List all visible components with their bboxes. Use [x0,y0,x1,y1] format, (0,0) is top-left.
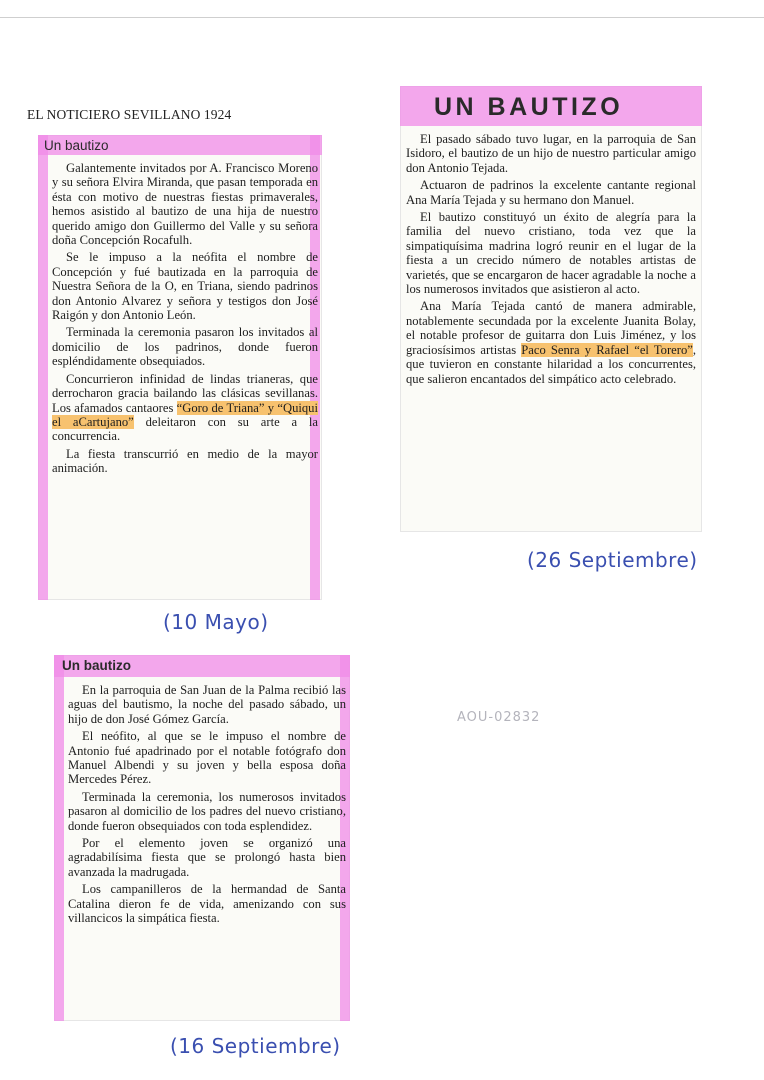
highlight-bar-left [38,135,48,600]
clipping-1 [38,135,322,600]
archive-stamp: AOU-02832 [457,710,541,725]
clipping-2 [400,86,702,532]
paragraph: Los campanilleros de la hermandad de Santa Catalina dieron fe de vida, amenizando con sus villancicos la simpática fiesta. [68,882,346,926]
clipping-1-title: Un bautizo [44,138,109,153]
clipping-3-title: Un bautizo [62,658,131,673]
paragraph: El bautizo constituyó un éxito de alegría para la familia del nuevo cristiano, toda vez que la simpatiquísima madrina logró reunir en el lugar de la fiesta a un crecido número de notables artistas de varietés, que se encargaron de hacer agradable la noche a los numerosos invitados que asistieron al acto. [406,210,696,297]
paragraph: Actuaron de padrinos la excelente cantante regional Ana María Tejada y su hermano don Manuel. [406,178,696,207]
clipping-1-body [52,161,318,479]
handwritten-date-2: (26 Septiembre) [527,548,698,572]
paragraph: Terminada la ceremonia, los numerosos invitados pasaron al domicilio de los padres del nuevo cristiano, donde fueron obsequiados con toda esplendidez. [68,789,346,833]
handwritten-date-3: (16 Septiembre) [170,1034,341,1058]
paragraph: Se le impuso a la neófita el nombre de Concepción y fué bautizada en la parroquia de Nuestra Señora de la O, en Triana, siendo padrinos don Antonio Alvarez y señora y testigos don José Raigón y don Antonio León. [52,250,318,323]
paragraph [406,299,696,385]
clipping-2-body [406,132,696,389]
clipping-3-body [68,683,346,929]
paragraph: En la parroquia de San Juan de la Palma recibió las aguas del bautismo, la noche del pasado sábado, un hijo de don José Gómez García. [68,683,346,726]
highlighted-names: Paco Senra y Rafael “el Torero” [521,342,693,357]
paragraph-text: , que tuvieron en constante hilaridad a los concurrentes, que salieron encantados del simpático acto celebrado. [406,342,696,386]
newspaper-header: EL NOTICIERO SEVILLANO 1924 [27,107,232,122]
clipping-3 [54,655,350,1021]
paragraph: Por el elemento joven se organizó una agradabilísima fiesta que se prolongó hasta bien avanzada la madrugada. [68,836,346,879]
paragraph: Terminada la ceremonia pasaron los invitados al domicilio de los padrinos, donde fueron espléndidamente obsequiados. [52,325,318,369]
paragraph: La fiesta transcurrió en medio de la mayor animación. [52,446,318,476]
top-edge-line [0,17,764,18]
paragraph: Galantemente invitados por A. Francisco Moreno y su señora Elvira Miranda, que pasan temporada en ésta con motivo de nuestras fiestas primaverales, hemos asistido al bautizo de una hija de nuestro querido amigo don Guillermo del Valle y su señora doña Concepción Rocafulh. [52,161,318,248]
highlight-bar-left [54,655,64,1021]
paragraph-text: Concurrieron infinidad de lindas trianeras, que derrocharon gracia bailando las clásicas sevillanas. Los afamados cantaores [52,371,318,415]
paragraph [52,372,318,444]
paragraph: El pasado sábado tuvo lugar, en la parroquia de San Isidoro, el bautizo de un hijo de nuestro particular amigo don Antonio Tejada. [406,132,696,175]
paragraph: El neófito, al que se le impuso el nombre de Antonio fué apadrinado por el notable fotógrafo don Manuel Albendi y su joven y bella esposa doña Mercedes Pérez. [68,729,346,787]
highlighted-names: “Goro de Triana” y “Quiqui el aCartujano” [52,400,318,429]
paragraph-text: Ana María Tejada cantó de manera admirable, notablemente secundada por la excelente Juanita Bolay, el notable profesor de guitarra don Luis Jiménez, y los graciosísimos artistas [406,299,696,357]
handwritten-date-1: (10 Mayo) [163,610,269,634]
paragraph-text: deleitaron con su arte a la concurrencia. [52,414,318,444]
clipping-2-title: UN BAUTIZO [434,93,624,121]
